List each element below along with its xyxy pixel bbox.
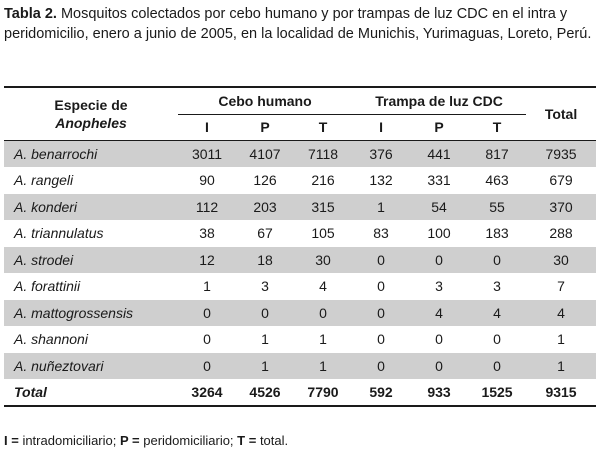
value-cell: 132 xyxy=(352,167,410,194)
total-row xyxy=(4,379,596,406)
header-total: Total xyxy=(526,87,596,141)
value-cell: 0 xyxy=(352,326,410,353)
species-cell: A. triannulatus xyxy=(4,220,178,247)
value-cell: 1 xyxy=(236,353,294,380)
value-cell: 0 xyxy=(178,326,236,353)
value-cell: 3 xyxy=(468,273,526,300)
species-cell: A. benarrochi xyxy=(4,141,178,168)
species-cell: A. shannoni xyxy=(4,326,178,353)
value-cell: 1 xyxy=(236,326,294,353)
total-value-cell: 9315 xyxy=(526,379,596,406)
value-cell: 83 xyxy=(352,220,410,247)
value-cell: 0 xyxy=(410,353,468,380)
value-cell: 1 xyxy=(178,273,236,300)
subheader-cell: P xyxy=(236,114,294,141)
table-row xyxy=(4,141,596,168)
value-cell: 0 xyxy=(236,300,294,327)
value-cell: 817 xyxy=(468,141,526,168)
value-cell: 376 xyxy=(352,141,410,168)
total-value-cell: 933 xyxy=(410,379,468,406)
value-cell: 55 xyxy=(468,194,526,221)
value-cell: 331 xyxy=(410,167,468,194)
header-trampa-cdc: Trampa de luz CDC xyxy=(352,87,526,114)
value-cell: 1 xyxy=(526,326,596,353)
value-cell: 18 xyxy=(236,247,294,274)
value-cell: 0 xyxy=(352,273,410,300)
table-caption xyxy=(4,4,596,44)
table-row xyxy=(4,220,596,247)
value-cell: 100 xyxy=(410,220,468,247)
value-cell: 7935 xyxy=(526,141,596,168)
value-cell: 90 xyxy=(178,167,236,194)
species-cell: A. nuñeztovari xyxy=(4,353,178,380)
table-row xyxy=(4,194,596,221)
footnote xyxy=(4,433,288,448)
total-value-cell: 592 xyxy=(352,379,410,406)
subheader-cell: P xyxy=(410,114,468,141)
value-cell: 0 xyxy=(178,300,236,327)
value-cell: 4 xyxy=(526,300,596,327)
value-cell: 0 xyxy=(352,353,410,380)
value-cell: 12 xyxy=(178,247,236,274)
total-value-cell: 7790 xyxy=(294,379,352,406)
total-value-cell: 3264 xyxy=(178,379,236,406)
value-cell: 183 xyxy=(468,220,526,247)
mosquito-table xyxy=(4,86,596,407)
value-cell: 4107 xyxy=(236,141,294,168)
table-row xyxy=(4,273,596,300)
value-cell: 1 xyxy=(294,353,352,380)
header-cebo-humano: Cebo humano xyxy=(178,87,352,114)
value-cell: 38 xyxy=(178,220,236,247)
subheader-cell: I xyxy=(178,114,236,141)
subheader-cell: T xyxy=(468,114,526,141)
value-cell: 67 xyxy=(236,220,294,247)
table-row xyxy=(4,326,596,353)
value-cell: 0 xyxy=(468,353,526,380)
value-cell: 7118 xyxy=(294,141,352,168)
footnote-p-text: peridomiciliario; xyxy=(139,433,238,448)
table-row xyxy=(4,247,596,274)
value-cell: 1 xyxy=(352,194,410,221)
value-cell: 463 xyxy=(468,167,526,194)
value-cell: 54 xyxy=(410,194,468,221)
species-cell: A. strodei xyxy=(4,247,178,274)
value-cell: 3 xyxy=(410,273,468,300)
value-cell: 216 xyxy=(294,167,352,194)
footnote-t-text: total. xyxy=(256,433,289,448)
value-cell: 0 xyxy=(352,247,410,274)
table-row xyxy=(4,167,596,194)
value-cell: 7 xyxy=(526,273,596,300)
total-value-cell: 1525 xyxy=(468,379,526,406)
value-cell: 1 xyxy=(526,353,596,380)
footnote-i-text: intradomiciliario; xyxy=(18,433,120,448)
value-cell: 1 xyxy=(294,326,352,353)
value-cell: 30 xyxy=(294,247,352,274)
species-cell: A. konderi xyxy=(4,194,178,221)
value-cell: 3 xyxy=(236,273,294,300)
value-cell: 30 xyxy=(526,247,596,274)
value-cell: 441 xyxy=(410,141,468,168)
value-cell: 679 xyxy=(526,167,596,194)
value-cell: 370 xyxy=(526,194,596,221)
value-cell: 4 xyxy=(468,300,526,327)
footnote-p-key: P = xyxy=(119,433,140,448)
table-row xyxy=(4,353,596,380)
value-cell: 0 xyxy=(410,247,468,274)
subheader-cell: T xyxy=(294,114,352,141)
value-cell: 0 xyxy=(468,326,526,353)
footnote-i-key: I = xyxy=(4,433,19,448)
species-cell: A. forattinii xyxy=(4,273,178,300)
value-cell: 126 xyxy=(236,167,294,194)
value-cell: 288 xyxy=(526,220,596,247)
value-cell: 315 xyxy=(294,194,352,221)
total-value-cell: 4526 xyxy=(236,379,294,406)
value-cell: 0 xyxy=(410,326,468,353)
value-cell: 0 xyxy=(352,300,410,327)
header-species-line2: Anopheles xyxy=(55,115,127,131)
footnote-t-key: T = xyxy=(237,433,257,448)
caption-text: Mosquitos colectados por cebo humano y por trampas de luz CDC en el intra y peridomicilio, enero a junio de 2005, en la localidad de Munichis, Yurimaguas, Loreto, Perú. xyxy=(4,6,592,42)
value-cell: 0 xyxy=(178,353,236,380)
value-cell: 4 xyxy=(410,300,468,327)
species-cell: A. rangeli xyxy=(4,167,178,194)
header-species xyxy=(4,87,178,141)
subheader-cell: I xyxy=(352,114,410,141)
header-species-line1: Especie de xyxy=(54,97,128,113)
value-cell: 203 xyxy=(236,194,294,221)
species-cell: A. mattogrossensis xyxy=(4,300,178,327)
table-row xyxy=(4,300,596,327)
value-cell: 3011 xyxy=(178,141,236,168)
value-cell: 0 xyxy=(468,247,526,274)
value-cell: 4 xyxy=(294,273,352,300)
value-cell: 0 xyxy=(294,300,352,327)
value-cell: 112 xyxy=(178,194,236,221)
table-body xyxy=(4,141,596,407)
total-label: Total xyxy=(4,379,178,406)
value-cell: 105 xyxy=(294,220,352,247)
caption-label: Tabla 2. xyxy=(4,6,57,22)
